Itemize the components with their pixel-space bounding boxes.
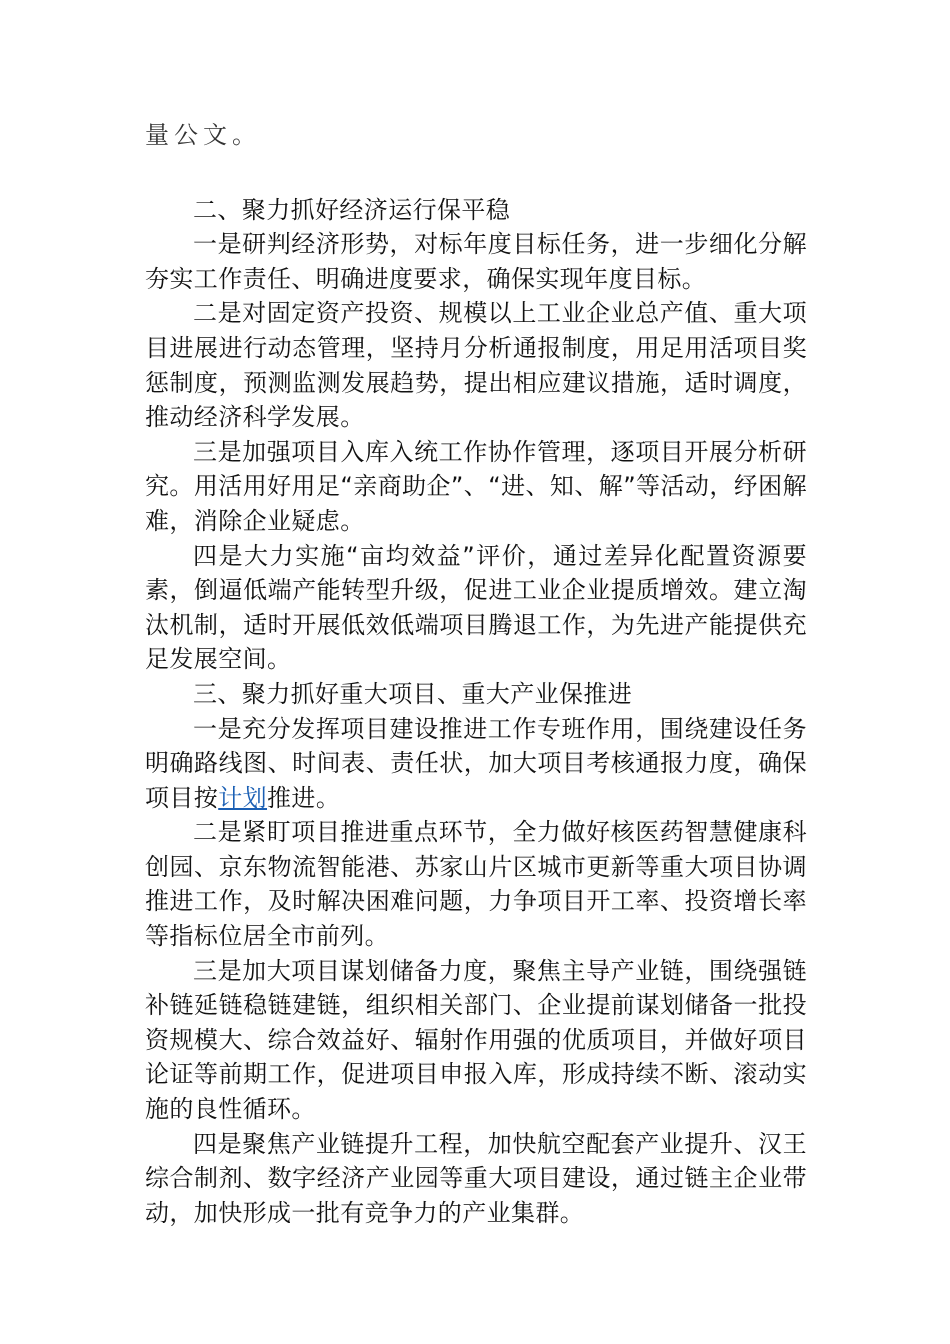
carryover-text: 量公文。 bbox=[145, 121, 261, 149]
paragraph: 四是大力实施“亩均效益”评价，通过差异化配置资源要素，倒逼低端产能转型升级，促进工业企业提质增效。建立淘汰机制，适时开展低效低端项目腾退工作，为先进产能提供充足发展空间。 bbox=[145, 541, 807, 674]
paragraph: 一是研判经济形势，对标年度目标任务，进一步细化分解夯实工作责任、明确进度要求，确保实现年度目标。 bbox=[145, 230, 807, 293]
paragraph: 三是加大项目谋划储备力度，聚焦主导产业链，围绕强链补链延链稳链建链，组织相关部门、企业提前谋划储备一批投资规模大、综合效益好、辐射作用强的优质项目，并做好项目论证等前期工作，促进项目申报入库，形成持续不断、滚动实施的良性循环。 bbox=[145, 956, 807, 1124]
paragraph: 二是对固定资产投资、规模以上工业企业总产值、重大项目进展进行动态管理，坚持月分析通报制度，用足用活项目奖惩制度，预测监测发展趋势，提出相应建议措施，适时调度，推动经济科学发展。 bbox=[145, 299, 807, 432]
paragraph-spacer bbox=[145, 153, 807, 193]
plan-link[interactable]: 计划 bbox=[218, 783, 268, 812]
paragraph: 三是加强项目入库入统工作协作管理，逐项目开展分析研究。用活用好用足“亲商助企”、“进、知、解”等活动，纾困解难，消除企业疑虑。 bbox=[145, 437, 807, 535]
document-body bbox=[145, 118, 807, 1230]
paragraph: 二是紧盯项目推进重点环节，全力做好核医药智慧健康科创园、京东物流智能港、苏家山片区城市更新等重大项目协调推进工作，及时解决困难问题，力争项目开工率、投资增长率等指标位居全市前列。 bbox=[145, 818, 807, 951]
paragraph-text: 推进。 bbox=[267, 783, 341, 812]
paragraph: 四是聚焦产业链提升工程，加快航空配套产业提升、汉王综合制剂、数字经济产业园等重大项目建设，通过链主企业带动，加快形成一批有竞争力的产业集群。 bbox=[145, 1129, 807, 1227]
paragraph-with-link bbox=[145, 712, 807, 816]
paragraph-text: 一是充分发挥项目建设推进工作专班作用，围绕建设任务明确路线图、时间表、责任状，加大项目考核通报力度，确保项目按 bbox=[145, 714, 807, 812]
section-heading-economy: 二、聚力抓好经济运行保平稳 bbox=[193, 195, 511, 224]
section-heading-projects: 三、聚力抓好重大项目、重大产业保推进 bbox=[193, 679, 633, 708]
